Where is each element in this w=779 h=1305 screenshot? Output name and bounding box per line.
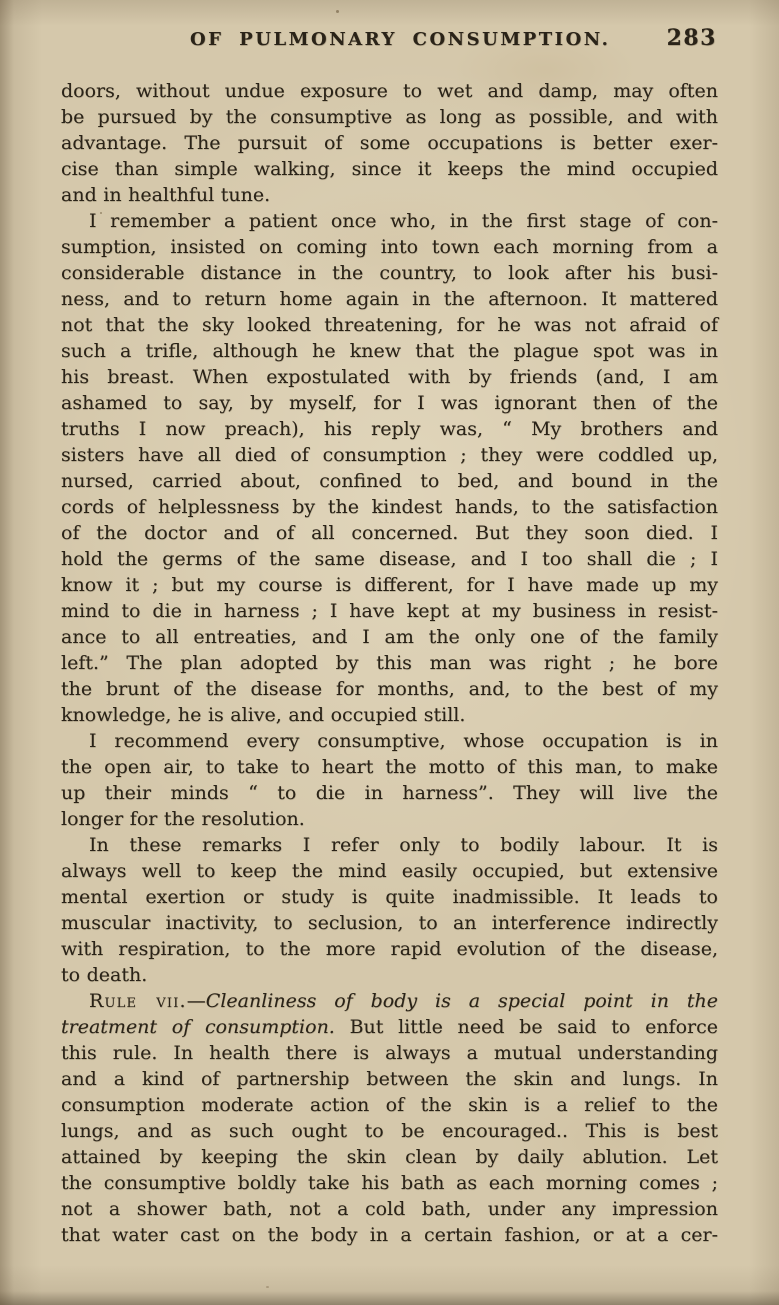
text-line: ness, and to return home again in the afternoon. It mattered [61, 288, 718, 310]
text-line [61, 1014, 718, 1040]
text-line: his breast. When expostulated with by friends (and, I am [61, 366, 718, 388]
text-line: doors, without undue exposure to wet and damp, may often [61, 80, 718, 102]
text-line: sisters have all died of consumption ; they were coddled up, [61, 444, 718, 466]
text-line: up their minds “ to die in harness”. They will live the [61, 782, 718, 804]
text-line: cords of helplessness by the kindest hands, to the satisfaction [61, 496, 718, 518]
paper-speck [100, 212, 102, 214]
running-title: OF PULMONARY CONSUMPTION. [190, 29, 611, 50]
text-line: be pursued by the consumptive as long as possible, and with [61, 106, 718, 128]
text-line: advantage. The pursuit of some occupations is better exer- [61, 132, 718, 154]
text-line: considerable distance in the country, to look after his busi- [61, 262, 718, 284]
text-line: not a shower bath, not a cold bath, under any impression [61, 1198, 718, 1220]
text-line: ashamed to say, by myself, for I was ignorant then of the [61, 392, 718, 414]
text-line: muscular inactivity, to seclusion, to an interference indirectly [61, 912, 718, 934]
text-line: always well to keep the mind easily occupied, but extensive [61, 860, 718, 882]
text-line: the brunt of the disease for months, and, to the best of my [61, 678, 718, 700]
text-line: the open air, to take to heart the motto of this man, to make [61, 756, 718, 778]
text-line: longer for the resolution. [61, 808, 305, 830]
text-line [61, 988, 718, 1014]
page-body [61, 78, 718, 1248]
text-line: to death. [61, 964, 148, 986]
text-line: mind to die in harness ; I have kept at my business in resist- [61, 600, 718, 622]
text-line: with respiration, to the more rapid evolution of the disease, [61, 938, 718, 960]
text-line: mental exertion or study is quite inadmissible. It leads to [61, 886, 718, 908]
text-line: know it ; but my course is different, for I have made up my [61, 574, 718, 596]
rule-label: Rule vii. [89, 990, 187, 1012]
text-line: sumption, insisted on coming into town each morning from a [61, 236, 718, 258]
text-line: I recommend every consumptive, whose occupation is in [89, 730, 718, 752]
text-segment: — [186, 990, 206, 1012]
text-line: not that the sky looked threatening, for he was not afraid of [61, 314, 718, 336]
paper-speck [266, 1286, 269, 1288]
text-line: ance to all entreaties, and I am the only one of the family [61, 626, 718, 648]
text-segment: Cleanliness of body is a special point in the [205, 990, 718, 1012]
text-segment: But little need be said to enforce [334, 1016, 718, 1038]
text-line: this rule. In health there is always a mutual understanding [61, 1042, 718, 1064]
text-line: of the doctor and of all concerned. But they soon died. I [61, 522, 718, 544]
text-segment: treatment of consumption. [61, 1016, 335, 1038]
text-line: truths I now preach), his reply was, “ My brothers and [61, 418, 718, 440]
page-header [0, 27, 779, 57]
text-line: In these remarks I refer only to bodily labour. It is [89, 834, 718, 856]
text-line: lungs, and as such ought to be encouraged.. This is best [61, 1120, 718, 1142]
text-line: cise than simple walking, since it keeps the mind occupied [61, 158, 718, 180]
text-line: nursed, carried about, confined to bed, and bound in the [61, 470, 718, 492]
text-line: and in healthful tune. [61, 184, 271, 206]
text-line: I remember a patient once who, in the first stage of con- [89, 210, 718, 232]
text-line: the consumptive boldly take his bath as each morning comes ; [61, 1172, 718, 1194]
text-line: knowledge, he is alive, and occupied still. [61, 704, 466, 726]
text-line: consumption moderate action of the skin is a relief to the [61, 1094, 718, 1116]
paper-speck [336, 10, 339, 13]
text-line: and a kind of partnership between the skin and lungs. In [61, 1068, 718, 1090]
text-line: hold the germs of the same disease, and I too shall die ; I [61, 548, 718, 570]
text-line: that water cast on the body in a certain fashion, or at a cer- [61, 1224, 718, 1246]
text-line: such a trifle, although he knew that the plague spot was in [61, 340, 718, 362]
page-number: 283 [666, 25, 717, 51]
text-line: attained by keeping the skin clean by daily ablution. Let [61, 1146, 718, 1168]
text-line: left.” The plan adopted by this man was right ; he bore [61, 652, 718, 674]
